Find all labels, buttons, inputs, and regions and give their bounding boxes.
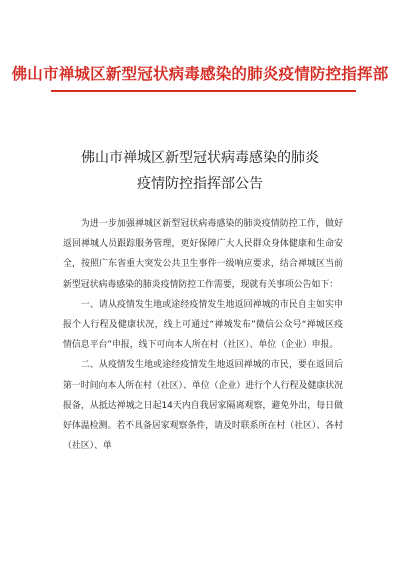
announcement-title [0,145,400,197]
announcement-body [63,214,343,456]
paragraph-intro: 为进一步加强禅城区新型冠状病毒感染的肺炎疫情防控工作，做好返回禅城人员跟踪服务管理，更好保障广大人民群众身体健康和生命安全，按照广东省重大突发公共卫生事件一级响应要求，结合禅城区当前新型冠状病毒感染的肺炎疫情防控工作需要，现就有关事项公告如下： [63,219,343,290]
letterhead-title: 佛山市禅城区新型冠状病毒感染的肺炎疫情防控指挥部 [11,64,389,83]
letterhead-divider [51,90,356,92]
paragraph-item-1: 一、请从疫情发生地或途经疫情发生地返回禅城的市民自主如实申报个人行程及健康状况，线上可通过“禅城发布”微信公众号“禅城区疫情信息平台”申报，线下可向本人所在村（社区）、单位（企业）申报。 [63,299,343,351]
paragraph-item-2: 二、从疫情发生地或途经疫情发生地返回禅城的市民，要在返回后第一时间向本人所在村（社区）、单位（企业）进行个人行程及健康状况报备，从抵达禅城之日起14天内自我居家隔离观察，避免外出，每日做好体温检测。若不具备居家观察条件，请及时联系所在村（社区）、各村（社区）、单 [63,360,343,452]
announcement-title-line-2: 疫情防控指挥部公告 [137,176,263,192]
announcement-title-line-1: 佛山市禅城区新型冠状病毒感染的肺炎 [81,150,319,166]
